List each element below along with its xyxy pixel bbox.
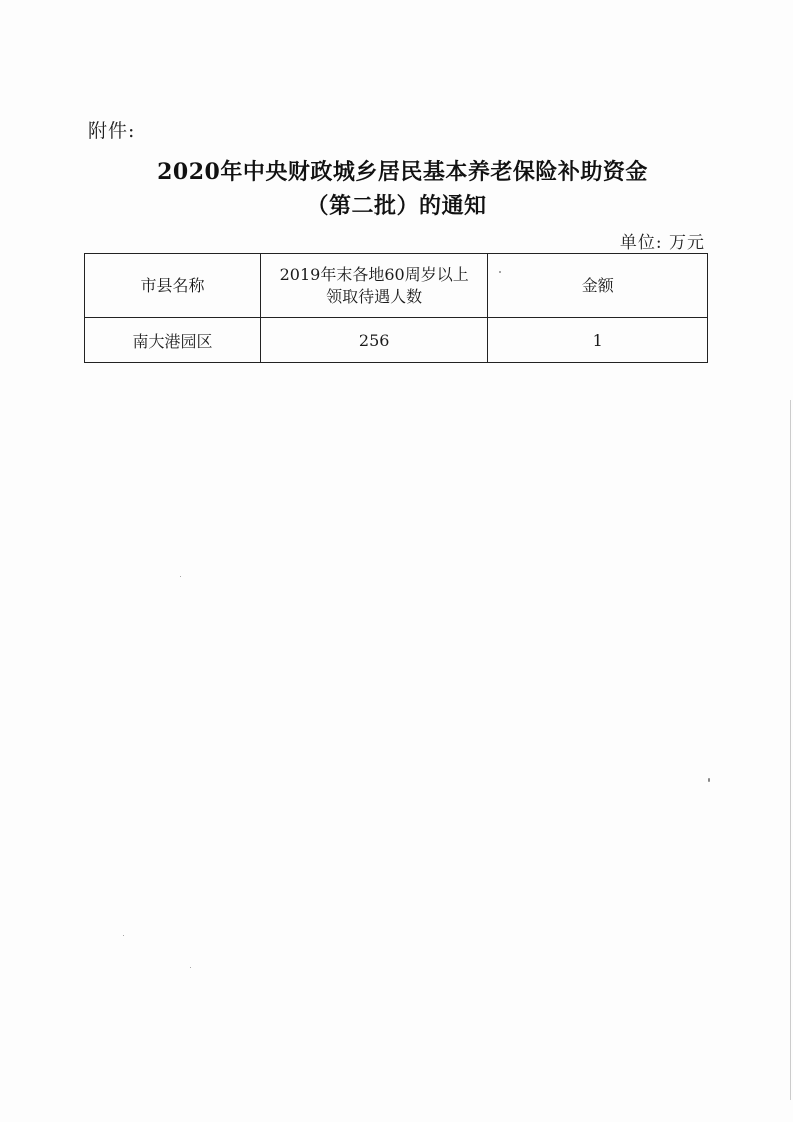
attachment-label: 附件:: [88, 120, 136, 142]
header-recipient-count-line2: 领取待遇人数: [326, 286, 423, 306]
scan-edge: [790, 400, 791, 1100]
document-title-line1: 2020年中央财政城乡居民基本养老保险补助资金: [157, 159, 648, 185]
scan-speck: [499, 271, 501, 273]
document-title-line2: （第二批）的通知: [306, 193, 487, 219]
unit-label: 单位: 万元: [619, 233, 705, 253]
table-row: [85, 318, 708, 363]
header-amount: 金额: [488, 254, 708, 318]
header-city-county-name: 市县名称: [85, 254, 261, 318]
scan-speck: [708, 778, 710, 782]
scan-speck: [180, 576, 181, 577]
table-header-row: [85, 254, 708, 318]
cell-amount: 1: [488, 318, 708, 363]
header-recipient-count-line1: 2019年末各地60周岁以上: [279, 264, 469, 284]
cell-count: 256: [260, 318, 487, 363]
table-body: [85, 318, 708, 363]
scan-speck: [123, 935, 124, 936]
allocation-table: [84, 253, 708, 363]
table-header: [85, 254, 708, 318]
cell-name: 南大港园区: [85, 318, 261, 363]
scan-speck: [190, 967, 191, 968]
header-recipient-count: [260, 254, 487, 318]
